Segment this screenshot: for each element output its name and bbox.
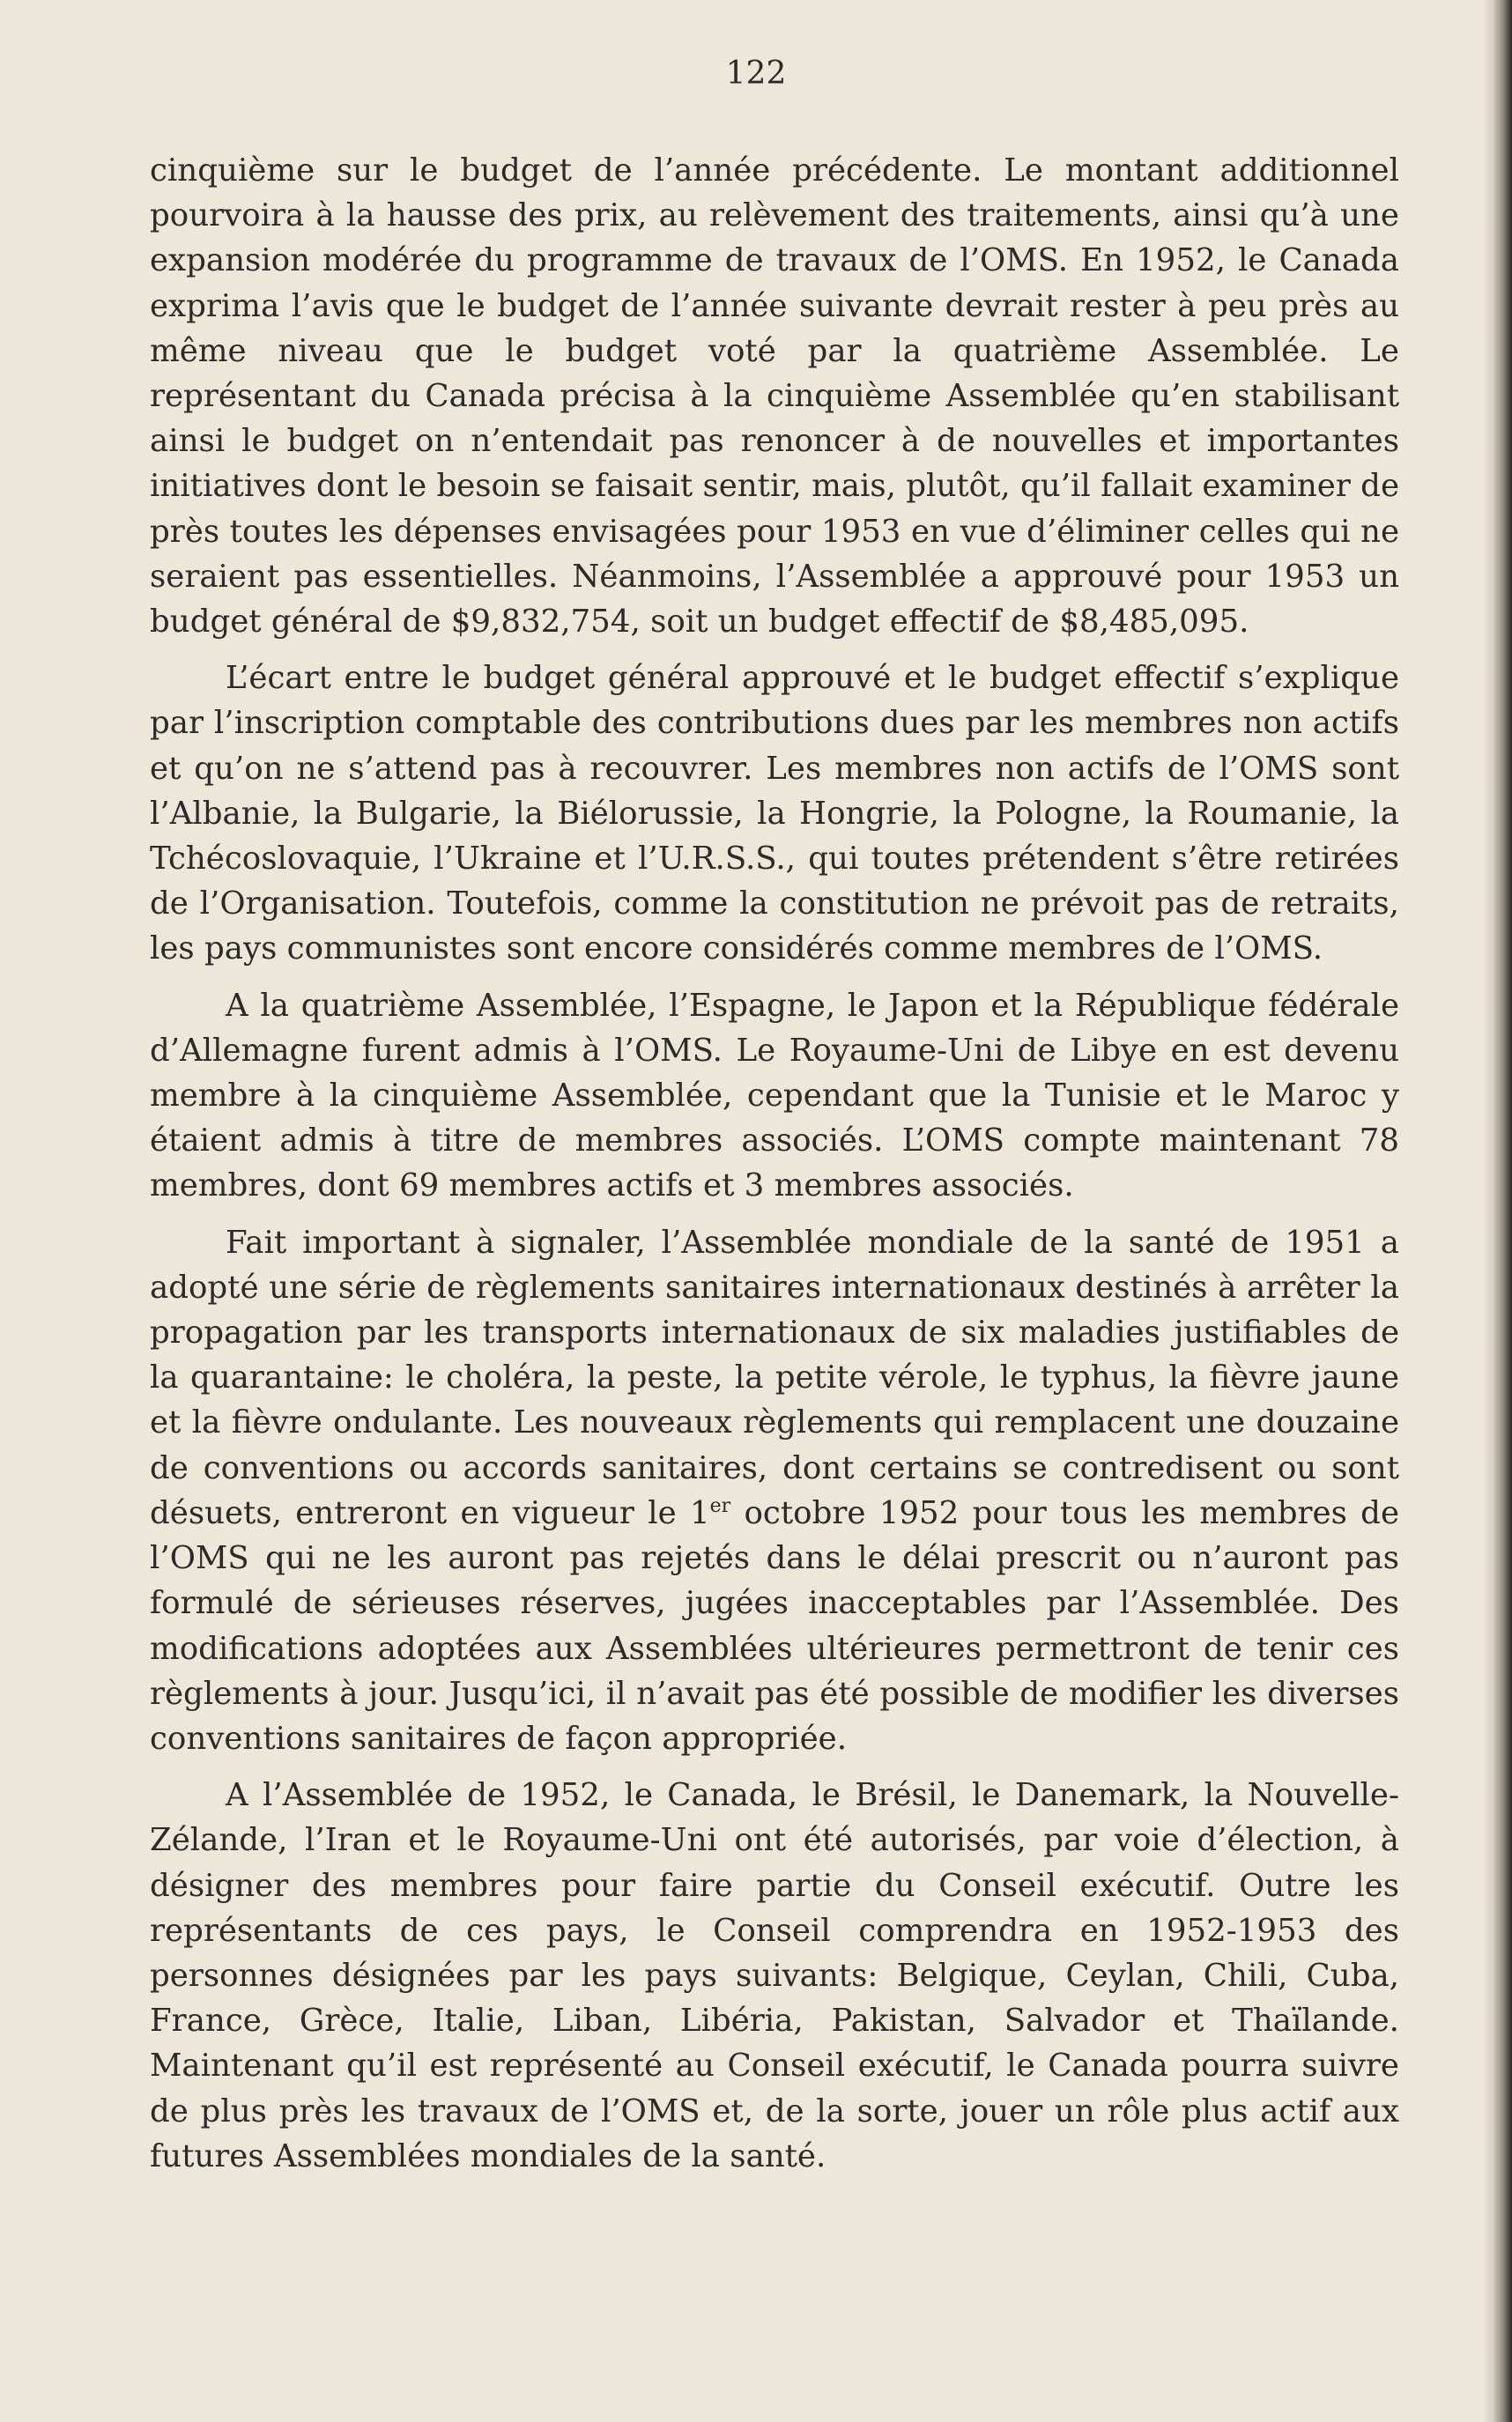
paragraph-sanitary-regulations — [150, 1220, 1399, 1761]
paragraph-new-members: A la quatrième Assemblée, l’Espagne, le Japon et la République fédérale d’Allemagne furent admis à l’OMS. Le Royaume-Uni de Libye en est devenu membre à la cinquième Assemblée, cependant que la Tunisie et le Maroc y étaient admis à titre de membres associés. L’OMS compte maintenant 78 membres, dont 69 membres actifs et 3 membres associés. — [150, 987, 1399, 1204]
paragraph-budget-continuation: cinquième sur le budget de l’année précédente. Le montant additionnel pourvoira à la hausse des prix, au relèvement des traitements, ainsi qu’à une expansion modérée du programme de travaux de l’OMS. En 1952, le Canada exprima l’avis que le budget de l’année suivante devrait rester à peu près au même niveau que le budget voté par la quatrième Assemblée. Le représentant du Canada précisa à la cinquième Assemblée qu’en stabilisant ainsi le budget on n’entendait pas renoncer à de nouvelles et importantes initiatives dont le besoin se faisait sentir, mais, plutôt, qu’il fallait examiner de près toutes les dépenses envisagées pour 1953 en vue d’éliminer celles qui ne seraient pas essentielles. Néanmoins, l’Assemblée a approuvé pour 1953 un budget général de $9,832,754, soit un budget effectif de $8,485,095. — [150, 152, 1399, 641]
paragraph-sanitary-regulations-part-1: Fait important à signaler, l’Assemblée mondiale de la santé de 1951 a adopté une série de règlements sanitaires internationaux destinés à arrêter la propagation par les transports internationaux de six maladies justifiables de la quarantaine: le choléra, la peste, la petite vérole, le typhus, la fièvre jaune et la fièvre ondulante. Les nouveaux règlements qui remplacent une douzaine de conventions ou accords sanitaires, dont certains se contredisent ou sont désuets, entreront en vigueur le 1 — [150, 1224, 1399, 1531]
paragraph-budget-difference: L’écart entre le budget général approuvé et le budget effectif s’explique par l’inscription comptable des contributions dues par les membres non actifs et qu’on ne s’attend pas à recouvrer. Les membres non actifs de l’OMS sont l’Albanie, la Bulgarie, la Biélorussie, la Hongrie, la Pologne, la Roumanie, la Tchécoslovaquie, l’Ukraine et l’U.R.S.S., qui toutes prétendent s’être retirées de l’Organisation. Toutefois, comme la constitution ne prévoit pas de retraits, les pays communistes sont encore considérés comme membres de l’OMS. — [150, 660, 1399, 967]
page-number: 122 — [725, 56, 787, 92]
body-text — [150, 148, 1399, 2190]
ordinal-superscript: er — [709, 1495, 731, 1518]
paragraph-executive-council: A l’Assemblée de 1952, le Canada, le Brésil, le Danemark, la Nouvelle-Zélande, l’Iran et le Royaume-Uni ont été autorisés, par voie d’élection, à désigner des membres pour faire partie du Conseil exécutif. Outre les représentants de ces pays, le Conseil comprendra en 1952-1953 des personnes désignées par les pays suivants: Belgique, Ceylan, Chili, Cuba, France, Grèce, Italie, Liban, Libéria, Pakistan, Salvador et Thaïlande. Maintenant qu’il est représenté au Conseil exécutif, le Canada pourra suivre de plus près les travaux de l’OMS et, de la sorte, jouer un rôle plus actif aux futures Assemblées mondiales de la santé. — [150, 1777, 1399, 2174]
page-binding-edge — [1482, 0, 1512, 2422]
paragraph-sanitary-regulations-part-2: octobre 1952 pour tous les membres de l’OMS qui ne les auront pas rejetés dans le délai prescrit ou n’auront pas formulé de sérieuses réserves, jugées inacceptables par l’Assemblée. Des modifications adoptées aux Assemblées ultérieures permettront de tenir ces règlements à jour. Jusqu’ici, il n’avait pas été possible de modifier les diverses conventions sanitaires de façon appropriée. — [150, 1494, 1399, 1757]
